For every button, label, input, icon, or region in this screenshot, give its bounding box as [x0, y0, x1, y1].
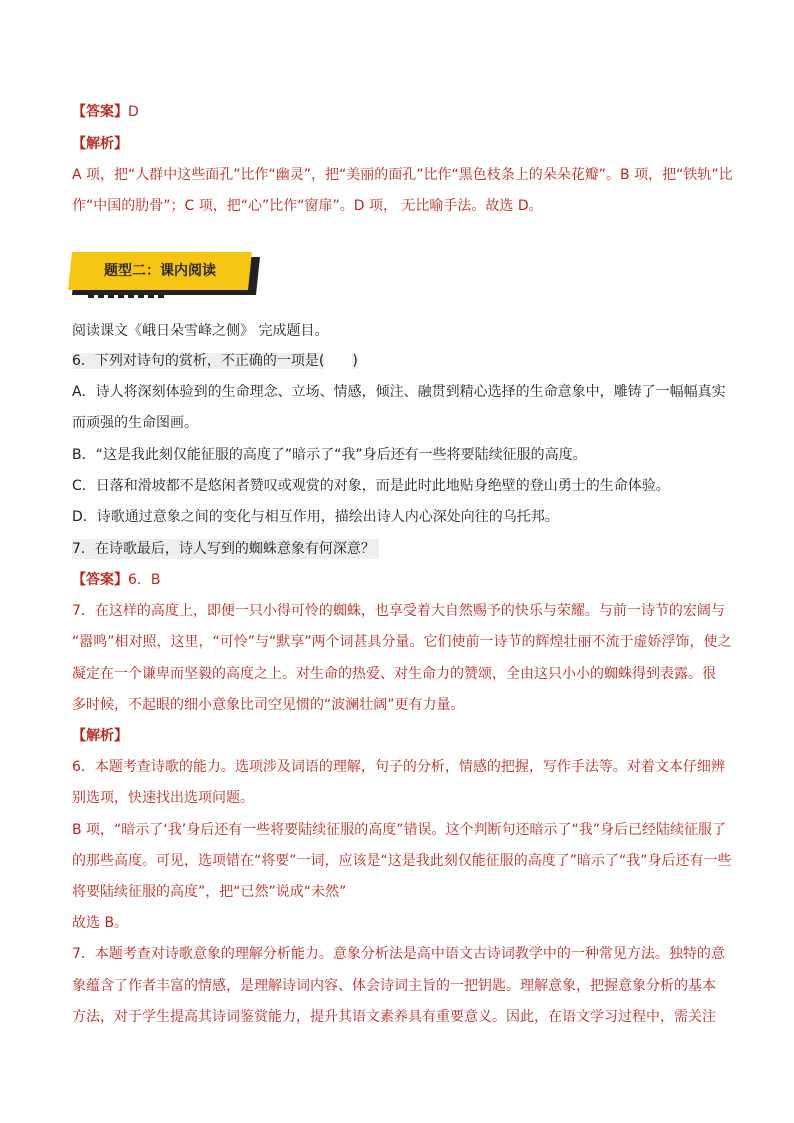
answer-label: 【答案】: [72, 104, 128, 120]
answer-1: [72, 102, 139, 122]
analysis-1-line-2: 作“中国的肋骨”；C 项，把“心”比作“窗扉”。D 项， 无比喻手法。故选 D。: [72, 198, 543, 214]
answer-2-line-1: 7．在这样的高度上，即便一只小得可怜的蜘蛛，也享受着大自然赐予的快乐与荣耀。与前一诗节的宏阔与: [72, 603, 725, 619]
answer-2-line-2: “嚣鸣”相对照，这里，“可怜”与“默享”两个词甚具分量。它们使前一诗节的辉煌壮丽不流于虚娇浮饰，使之: [72, 634, 732, 650]
answer-2-label: 【答案】: [72, 572, 128, 588]
option-d: D．诗歌通过意象之间的变化与相互作用，描绘出诗人内心深处向往的乌托邦。: [72, 509, 559, 525]
question-7: 7．在诗歌最后，诗人写到的蜘蛛意象有何深意？: [72, 539, 379, 559]
answer-2-line-4: 多时候，不起眼的细小意象比司空见惯的“波澜壮阔”更有力量。: [72, 697, 465, 713]
question-6-close: ): [352, 353, 358, 369]
question-6-stem: 6．下列对诗句的赏析，不正确的一项是(: [72, 353, 325, 369]
analysis-2-line-1: 6．本题考查诗歌的能力。选项涉及词语的理解，句子的分析，情感的把握，写作手法等。对着文本仔细辨: [72, 759, 725, 775]
option-b: B．“这是我此刻仅能征服的高度了”暗示了“我”身后还有一些将要陆续征服的高度。: [72, 447, 587, 463]
analysis-2-label: 【解析】: [72, 728, 128, 744]
analysis-2-line-4: 的那些高度。可见，选项错在“将要”一词，应该是“这是我此刻仅能征服的高度了”暗示了“我”身后还有一些: [72, 853, 732, 869]
section-title: 题型二：课内阅读: [104, 263, 216, 279]
analysis-2-line-9: 方法，对于学生提高其诗词鉴赏能力，提升其语文素养具有重要意义。因此，在语文学习过程中，需关注: [72, 1009, 716, 1025]
option-a: A．诗人将深刻体验到的生命理念、立场、情感，倾注、融贯到精心选择的生命意象中，雕铸了一幅幅真实: [72, 384, 726, 400]
option-a-cont: 而顽强的生命图画。: [72, 415, 198, 431]
reading-intro: 阅读课文《峨日朵雪峰之侧》 完成题目。: [72, 323, 329, 339]
section-banner: [70, 252, 260, 300]
banner-stripes: [88, 294, 168, 298]
analysis-1-label: 【解析】: [72, 136, 128, 152]
answer-2-value: 6．B: [128, 572, 161, 588]
analysis-1-line-1: A 项，把“人群中这些面孔”比作“幽灵”，把“美丽的面孔”比作“黑色枝条上的朵朵花瓣”。B 项，把“铁轨”比: [72, 167, 733, 183]
analysis-2-line-7: 7．本题考查对诗歌意象的理解分析能力。意象分析法是高中语文古诗词教学中的一种常见方法。独特的意: [72, 946, 725, 962]
analysis-2-line-2: 别选项，快速找出选项问题。: [72, 790, 254, 806]
analysis-2-line-6: 故选 B。: [72, 915, 129, 931]
analysis-2-line-3: B 项，“暗示了‘我’身后还有一些将要陆续征服的高度”错误。这个判断句还暗示了“我”身后已经陆续征服了: [72, 822, 726, 838]
option-c: C．日落和滑坡都不是悠闲者赞叹或观赏的对象，而是此时此地贴身绝壁的登山勇士的生命体验。: [72, 478, 670, 494]
answer-value: D: [128, 104, 139, 120]
analysis-2-line-8: 象蕴含了作者丰富的情感，是理解诗词内容、体会诗词主旨的一把钥匙。理解意象，把握意象分析的基本: [72, 978, 716, 994]
answer-2: [72, 570, 161, 590]
answer-2-line-3: 凝定在一个谦卑而坚毅的高度之上。对生命的热爱、对生命力的赞颂，全由这只小小的蜘蛛得到表露。很: [72, 666, 716, 682]
question-6: [72, 351, 358, 371]
analysis-2-line-5: 将要陆续征服的高度”，把“已然”说成“未然”: [72, 884, 347, 900]
